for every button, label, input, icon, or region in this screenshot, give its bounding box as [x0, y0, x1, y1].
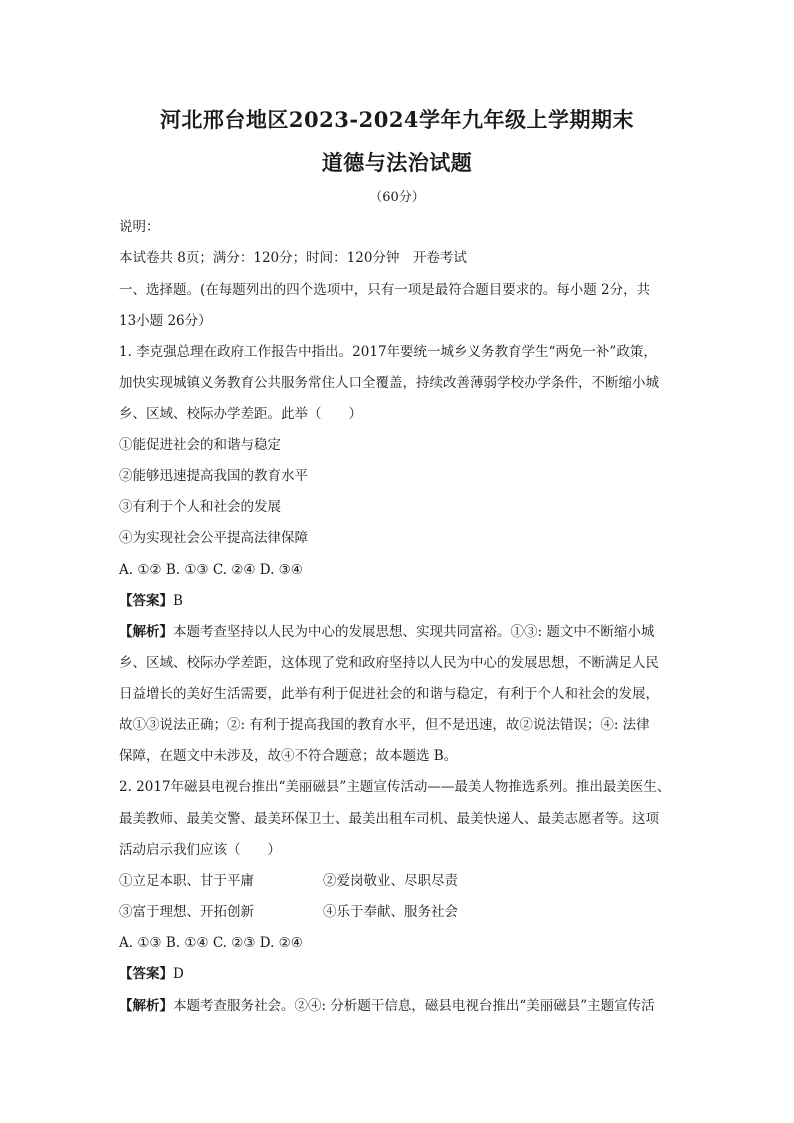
q1-option: ①能促进社会的和谐与稳定 [119, 437, 281, 453]
q1-analysis-line: 乡、区域、校际办学差距，这体现了党和政府坚持以人民为中心的发展思想，不断满足人民 [119, 655, 659, 671]
analysis-text: 本题考查坚持以人民为中心的发展思想、实现共同富裕。①③: 题文中不断缩小城 [173, 624, 655, 640]
q2-stem-line: 2. 2017年磁县电视台推出“美丽磁县”主题宣传活动——最美人物推选系列。推出最美医生、 [119, 779, 671, 795]
instructions-text: 本试卷共 8页；满分：120分；时间：120分钟 开卷考试 [119, 250, 467, 266]
answer-value: B [173, 593, 183, 609]
score-note: （60分） [369, 190, 425, 205]
q2-option: ②爱岗敬业、尽职尽责 [323, 873, 458, 889]
q1-stem-line: 乡、区域、校际办学差距。此举（ ） [119, 406, 362, 422]
q1-analysis-line: 保障，在题文中未涉及，故④不符合题意；故本题选 B。 [119, 748, 458, 764]
answer-label: 【答案】 [119, 966, 173, 982]
q1-option: ②能够迅速提高我国的教育水平 [119, 468, 308, 484]
instructions-heading: 说明： [119, 219, 160, 235]
q1-answer [119, 591, 689, 611]
q2-options-row [119, 871, 689, 891]
q1-option: ④为实现社会公平提高法律保障 [119, 530, 308, 546]
exam-title-line2: 道德与法治试题 [321, 150, 473, 175]
analysis-label: 【解析】 [119, 998, 173, 1014]
q2-analysis-line [119, 996, 689, 1016]
q2-stem-line: 活动启示我们应该（ ） [119, 842, 281, 858]
q2-answer [119, 964, 689, 984]
analysis-label: 【解析】 [119, 624, 173, 640]
answer-value: D [173, 966, 184, 982]
q2-options-row [119, 902, 689, 922]
section-heading-line2: 13小题 26分） [119, 313, 212, 329]
q2-option: ③富于理想、开拓创新 [119, 904, 254, 920]
q2-option: ④乐于奉献、服务社会 [323, 904, 458, 920]
q1-stem-line: 加快实现城镇义务教育公共服务常住人口全覆盖，持续改善薄弱学校办学条件，不断缩小城 [119, 375, 659, 391]
q1-analysis-line: 故①③说法正确；②: 有利于提高我国的教育水平，但不是迅速，故②说法错误；④: 法律 [119, 717, 650, 733]
q1-choices: A. ①② B. ①③ C. ②④ D. ③④ [119, 562, 303, 578]
q1-option: ③有利于个人和社会的发展 [119, 499, 281, 515]
section-heading-line1: 一、选择题。(在每题列出的四个选项中，只有一项是最符合题目要求的。每小题 2分，共 [119, 282, 651, 298]
q2-option: ①立足本职、甘于平庸 [119, 873, 254, 889]
q2-stem-line: 最美教师、最美交警、最美环保卫士、最美出租车司机、最美快递人、最美志愿者等。这项 [119, 811, 659, 827]
q1-stem-line: 1. 李克强总理在政府工作报告中指出。2017年要统一城乡义务教育学生“两免一补”政策， [119, 344, 657, 360]
q1-analysis-line: 日益增长的美好生活需要，此举有利于促进社会的和谐与稳定，有利于个人和社会的发展， [119, 686, 659, 702]
q1-analysis-line [119, 622, 689, 642]
answer-label: 【答案】 [119, 593, 173, 609]
exam-title-line1: 河北邢台地区2023-2024学年九年级上学期期末 [159, 107, 635, 132]
analysis-text: 本题考查服务社会。②④: 分析题干信息，磁县电视台推出“美丽磁县”主题宣传活 [173, 998, 655, 1014]
q2-choices: A. ①③ B. ①④ C. ②③ D. ②④ [119, 935, 303, 951]
